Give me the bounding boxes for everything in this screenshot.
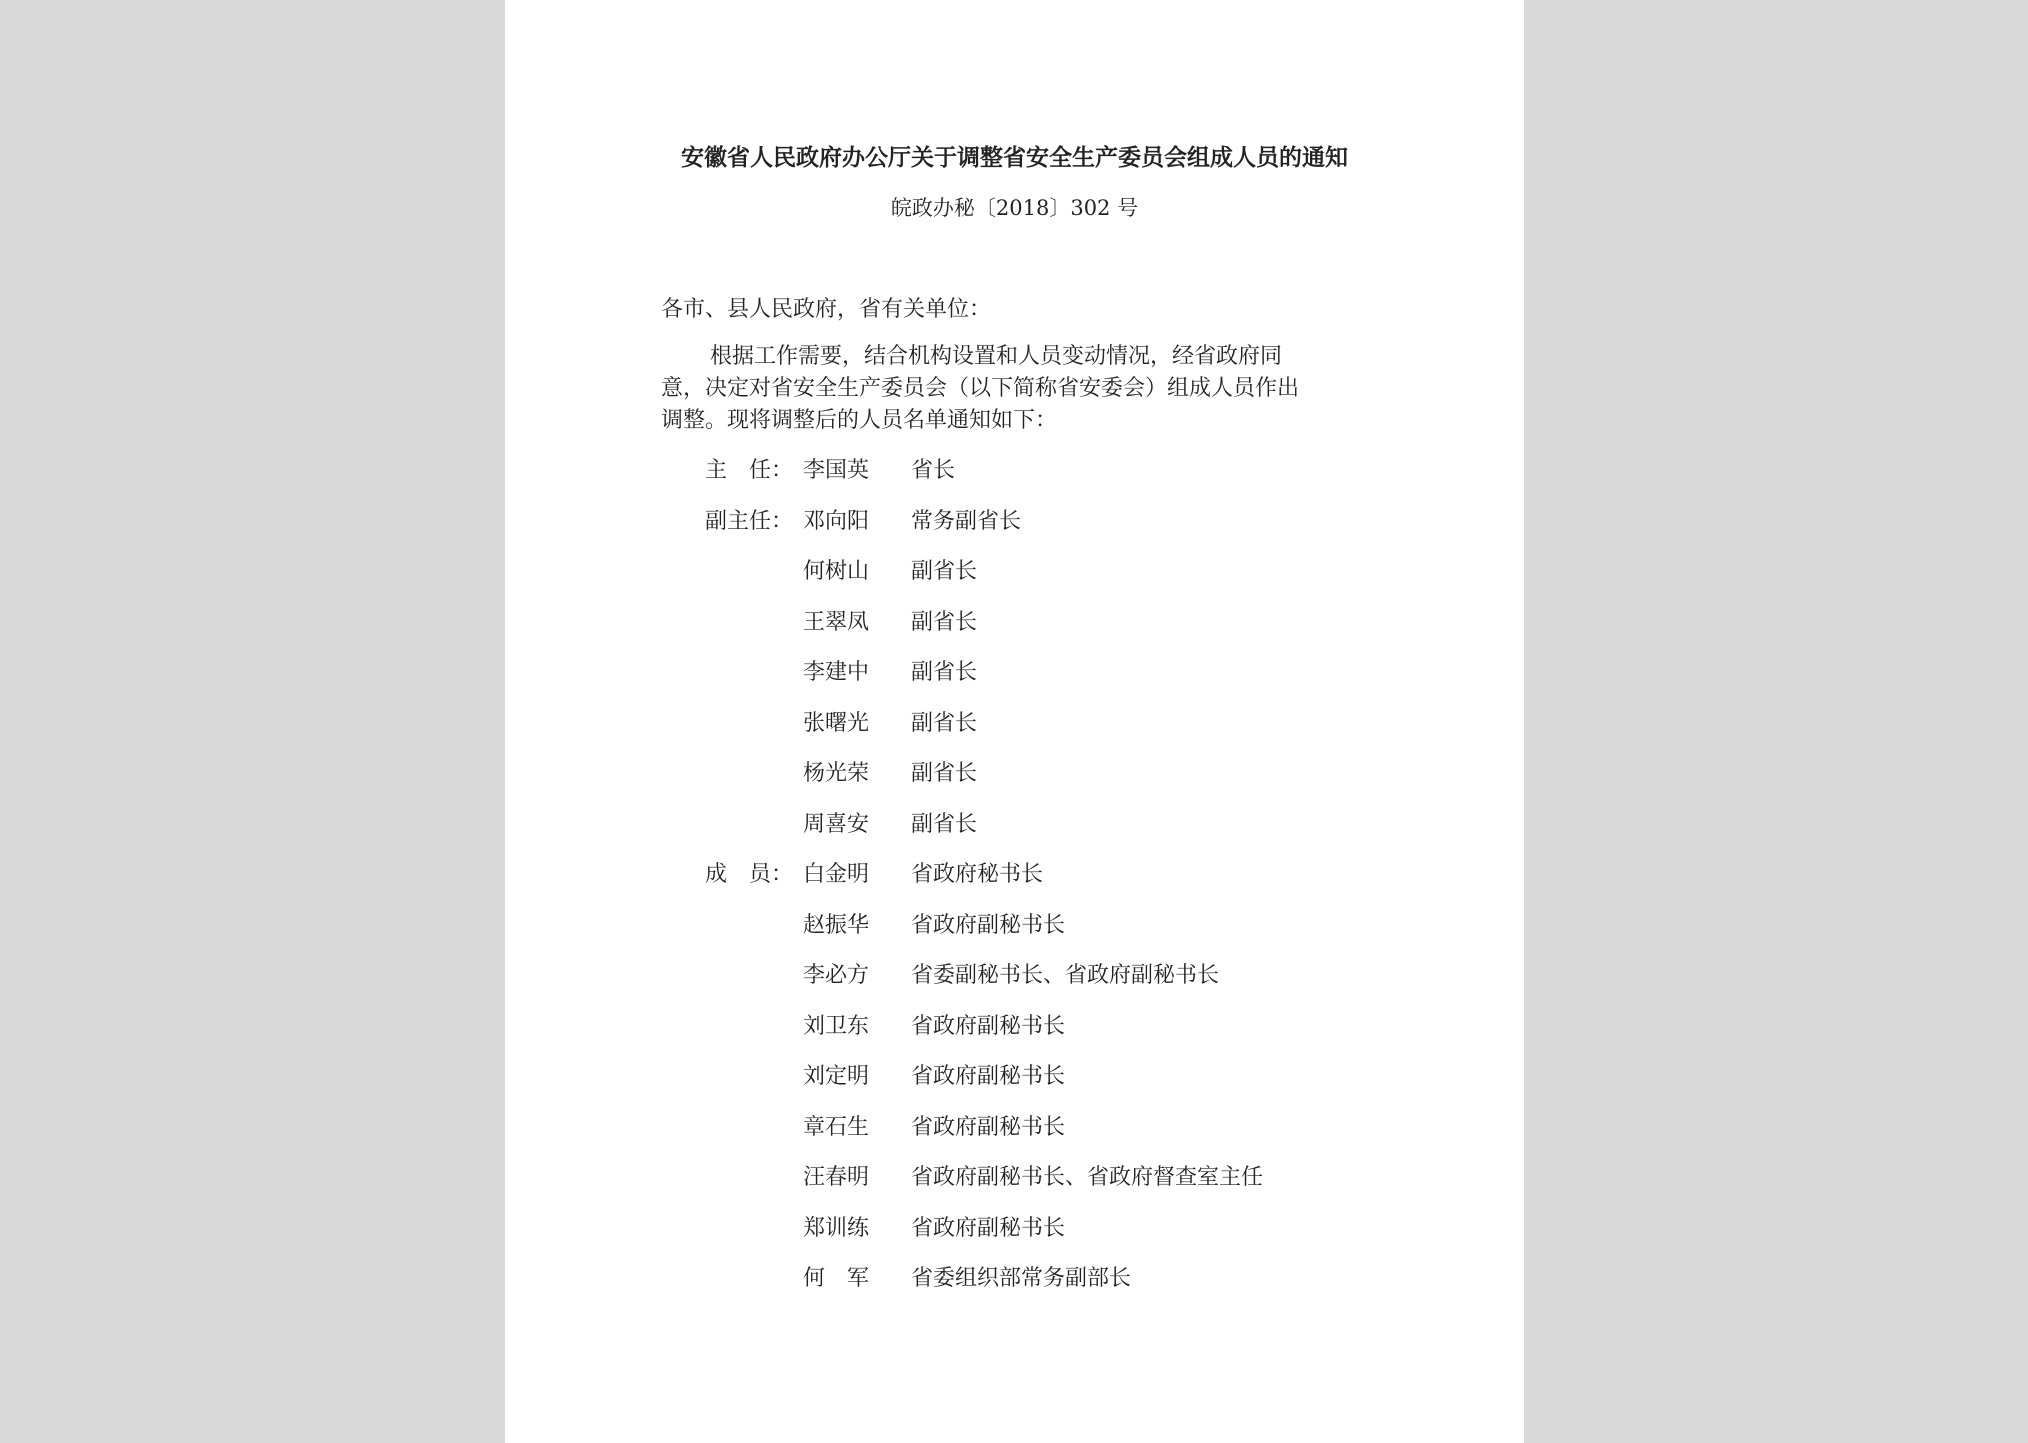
- roster-name: 赵振华: [803, 912, 870, 938]
- roster-name: 李建中: [803, 660, 870, 685]
- roster-name: 白金明: [803, 862, 870, 887]
- roster-position: 副省长: [911, 761, 978, 786]
- roster-name: 李国英: [803, 458, 870, 483]
- roster-row: [505, 1209, 1524, 1260]
- roster-position: 省政府副秘书长、省政府督查室主任: [911, 1165, 1264, 1190]
- roster-name: 张曙光: [803, 710, 870, 736]
- roster-position: 副省长: [911, 811, 978, 837]
- salutation: 各市、县人民政府，省有关单位：: [661, 297, 992, 322]
- roster-name: 刘卫东: [803, 1013, 870, 1039]
- roster-name: 刘定明: [803, 1064, 870, 1089]
- roster-position: 副省长: [911, 710, 978, 736]
- roster-row: [505, 906, 1524, 957]
- roster-row: [505, 502, 1524, 553]
- roster-row: [505, 704, 1524, 755]
- roster-name: 章石生: [803, 1114, 870, 1140]
- roster-position: 省政府副秘书长: [911, 1013, 1066, 1039]
- roster-name: 李必方: [803, 963, 870, 988]
- roster-row: [505, 1057, 1524, 1108]
- roster-row: [505, 805, 1524, 856]
- roster-position: 省委组织部常务副部长: [911, 1266, 1132, 1291]
- roster-position: 省长: [911, 458, 956, 483]
- roster-name: 何 军: [803, 1266, 870, 1291]
- roster-row: [505, 451, 1524, 502]
- roster-row: [505, 956, 1524, 1007]
- member-roster: [505, 451, 1524, 1310]
- roster-row: [505, 754, 1524, 805]
- roster-position: 省政府秘书长: [911, 862, 1044, 887]
- roster-name: 郑训练: [803, 1215, 870, 1241]
- roster-position: 省政府副秘书长: [911, 1215, 1066, 1241]
- roster-position: 副省长: [911, 609, 978, 635]
- roster-row: [505, 603, 1524, 654]
- roster-position: 省政府副秘书长: [911, 912, 1066, 938]
- roster-row: [505, 855, 1524, 906]
- body-line: 调整。现将调整后的人员名单通知如下：: [661, 408, 1058, 433]
- roster-role: 主 任：: [705, 458, 794, 483]
- roster-row: [505, 1007, 1524, 1058]
- roster-role: 成 员：: [705, 862, 794, 887]
- document-number: 皖政办秘〔2018〕302 号: [890, 196, 1139, 220]
- roster-name: 邓向阳: [803, 508, 870, 534]
- body-line: 根据工作需要，结合机构设置和人员变动情况，经省政府同: [710, 344, 1283, 369]
- roster-row: [505, 1158, 1524, 1209]
- roster-position: 省政府副秘书长: [911, 1114, 1066, 1140]
- roster-position: 副省长: [911, 660, 978, 685]
- roster-name: 王翠凤: [803, 609, 870, 635]
- roster-role: 副主任：: [705, 508, 794, 534]
- roster-name: 何树山: [803, 559, 870, 584]
- roster-position: 省委副秘书长、省政府副秘书长: [911, 963, 1220, 988]
- roster-name: 周喜安: [803, 811, 870, 837]
- roster-row: [505, 1108, 1524, 1159]
- document-title: 安徽省人民政府办公厅关于调整省安全生产委员会组成人员的通知: [681, 145, 1348, 171]
- roster-name: 汪春明: [803, 1165, 870, 1190]
- roster-position: 副省长: [911, 559, 978, 584]
- body-paragraph: [661, 341, 1375, 437]
- roster-row: [505, 552, 1524, 603]
- roster-row: [505, 653, 1524, 704]
- roster-position: 常务副省长: [911, 508, 1022, 534]
- body-line: 意，决定对省安全生产委员会（以下简称省安委会）组成人员作出: [661, 376, 1300, 401]
- roster-row: [505, 1259, 1524, 1310]
- roster-position: 省政府副秘书长: [911, 1064, 1066, 1089]
- document-page: [505, 0, 1524, 1443]
- roster-name: 杨光荣: [803, 761, 870, 786]
